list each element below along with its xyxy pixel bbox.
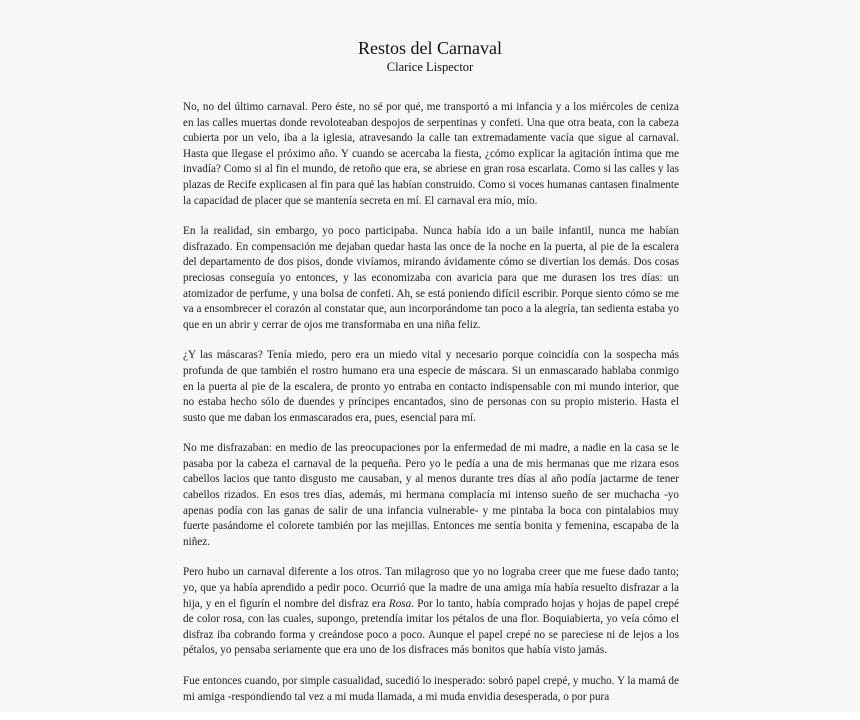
paragraph: Pero hubo un carnaval diferente a los otros. Tan milagroso que yo no lograba creer que me fuese dado tanto; yo, que ya había aprendido a pedir poco. Ocurrió que la madre de una amiga mía había resuelto disfrazar a la hija, y en el figurín el nombre del disfraz era Rosa. Por lo tanto, había comprado hojas y hojas de papel crepé de color rosa, con las cuales, supongo, pretendía imitar los pétalos de una flor. Boquiabierta, yo veía cómo el disfraz iba cobrando forma y creándose poco a poco. Aunque el papel crepé no se pareciese ni de lejos a los pétalos, yo pensaba seriamente que era uno de los disfraces más bonitos que había visto jamás. [183, 566, 679, 657]
document-body [183, 100, 679, 720]
paragraph: En la realidad, sin embargo, yo poco participaba. Nunca había ido a un baile infantil, nunca me habían disfrazado. En compensación me dejaban quedar hasta las once de la noche en la puerta, al pie de la escalera del departamento de dos pisos, donde vivíamos, mirando ávidamente cómo se divertían los demás. Dos cosas preciosas conseguía yo entonces, y las economizaba con avaricia para que me durasen los tres días: un atomizador de perfume, y una bolsa de confeti. Ah, se está poniendo difícil escribir. Porque siento cómo se me va a ensombrecer el corazón al constatar que, aun incorporándome tan poco a la alegría, tan sedienta estaba yo que en un abrir y cerrar de ojos me transformaba en una niña feliz. [183, 225, 679, 331]
italic-word: Rosa [388, 597, 412, 610]
document-author: Clarice Lispector [386, 60, 474, 74]
paragraph: ¿Y las máscaras? Tenía miedo, pero era un miedo vital y necesario porque coincidía con la sospecha más profunda de que también el rostro humano era una especie de máscara. Si un enmascarado hablaba conmigo en la puerta al pie de la escalera, de pronto yo entraba en contacto indispensable con mi mundo interior, que no estaba hecho sólo de duendes y príncipes encantados, sino de personas con su propio misterio. Hasta el susto que me daban los enmascarados era, pues, esencial para mí. [183, 349, 679, 424]
document-title: Restos del Carnaval [358, 38, 502, 58]
paragraph: Fue entonces cuando, por simple casualidad, sucedió lo inesperado: sobró papel crepé, y mucho. Y la mamá de mi amiga -respondiendo tal vez a mi muda llamada, a mi muda envidia desesperada, o por pura [183, 675, 679, 703]
paragraph: No me disfrazaban: en medio de las preocupaciones por la enfermedad de mi madre, a nadie en la casa se le pasaba por la cabeza el carnaval de la pequeña. Pero yo le pedía a una de mis hermanas que me rizara esos cabellos lacios que tanto disgusto me causaban, y al menos durante tres días al año podía jactarme de tener cabellos rizados. En esos tres días, además, mi hermana complacía mi intenso sueño de ser muchacha -yo apenas podía con las ganas de salir de una infancia vulnerable- y me pintaba la boca con pintalabios muy fuerte pasándome el colorete también por las mejillas. Entonces me sentía bonita y femenina, escapaba de la niñez. [183, 442, 679, 548]
paragraph: No, no del último carnaval. Pero éste, no sé por qué, me transportó a mi infancia y a los miércoles de ceniza en las calles muertas donde revoloteaban despojos de serpentinas y confeti. Una que otra beata, con la cabeza cubierta por un velo, iba a la iglesia, atravesando la calle tan extremadamente vacía que sigue al carnaval. Hasta que llegase el próximo año. Y cuando se acercaba la fiesta, ¿cómo explicar la agitación íntima que me invadía? Como si al fin el mundo, de retoño que era, se abriese en gran rosa escarlata. Como si las calles y las plazas de Recife explicasen al fin para qué las habían construido. Como si voces humanas cantasen finalmente la capacidad de placer que se mantenía secreta en mí. El carnaval era mío, mío. [183, 101, 679, 207]
